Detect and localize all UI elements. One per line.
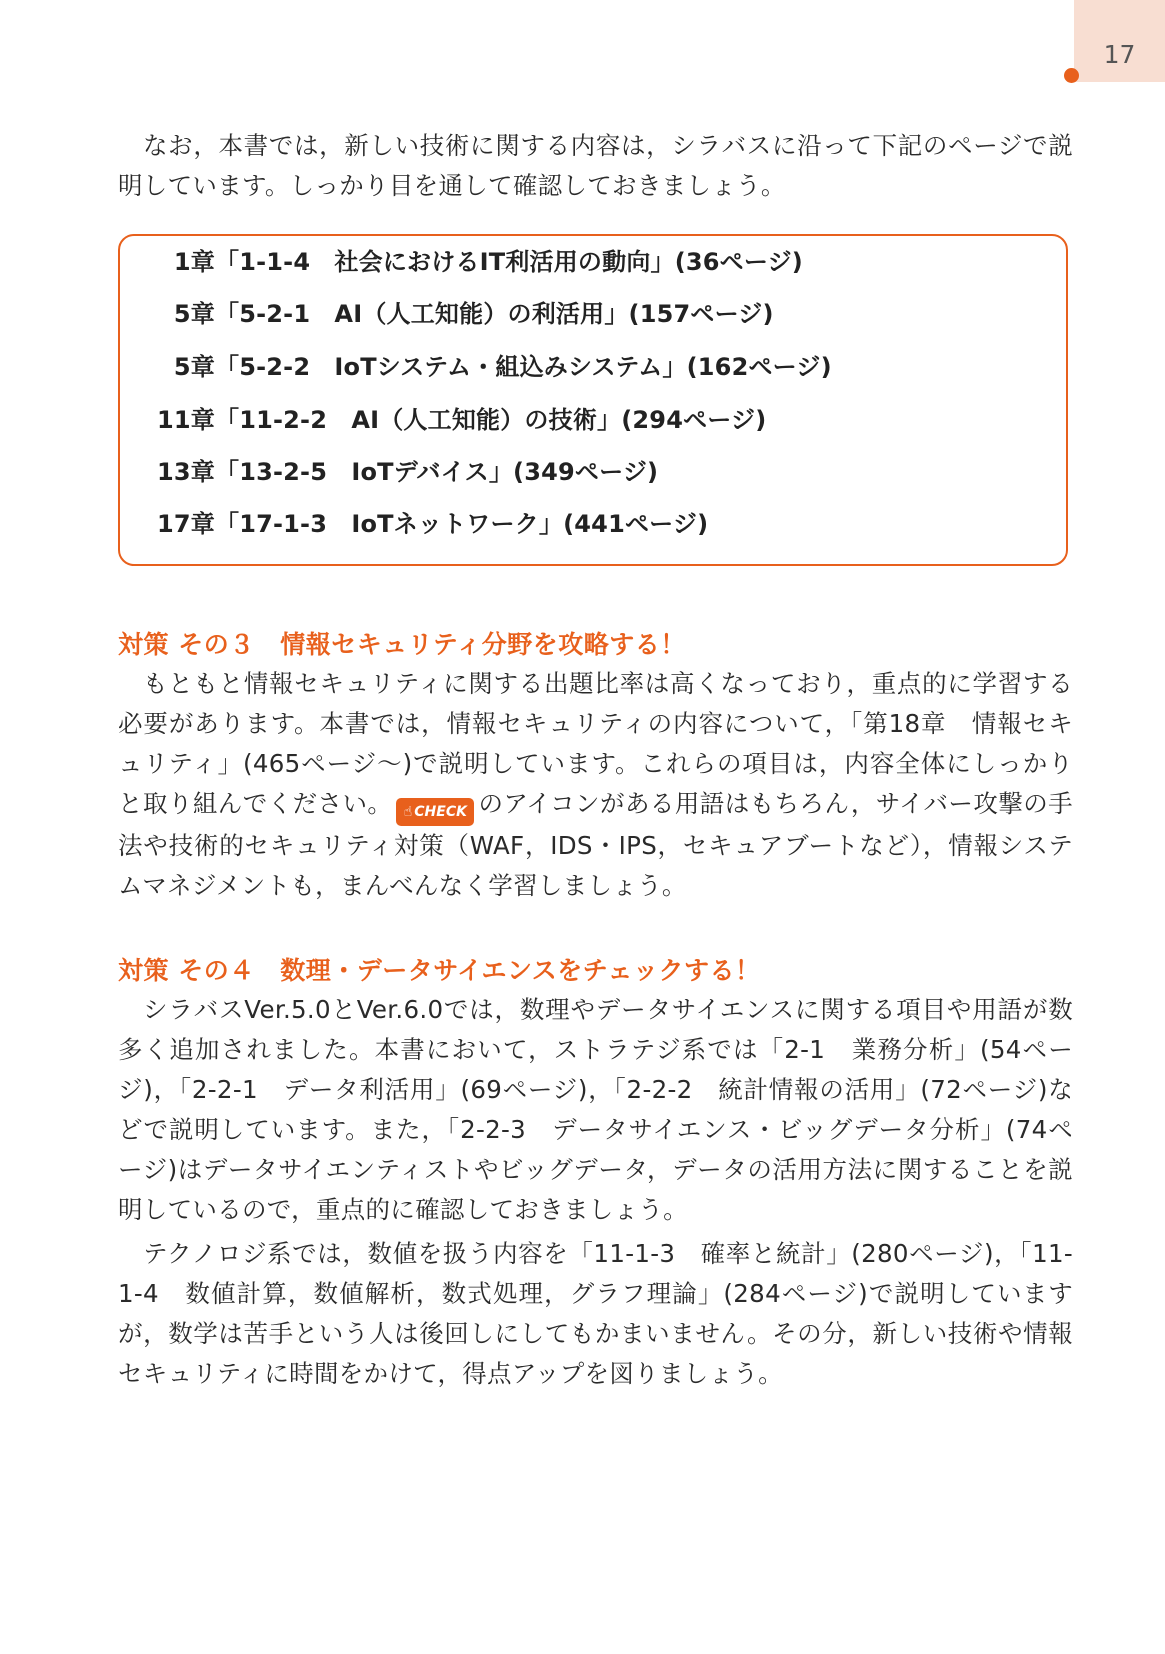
section-data-science-paragraph-2: テクノロジ系では，数値を扱う内容を「11-1-3 確率と統計」(280ページ)，「11-1-4 数値計算，数値解析，数式処理，グラフ理論」(284ページ)で説明していますが，数学は苦手という人は後回しにしてもかまいません。その分，新しい技術や情報セキュリティに時間をかけて，得点アップを図りましょう。 [118, 1239, 1073, 1388]
section-data-science-paragraph-1: シラバスVer.5.0とVer.6.0では，数理やデータサイエンスに関する項目や用語が数多く追加されました。本書において，ストラテジ系では「2-1 業務分析」(54ページ)，「2-2-1 データ利活用」(69ページ)，「2-2-2 統計情報の活用」(72ページ)などで説明しています。また，「2-2-3 データサイエンス・ビッグデータ分析」(74ページ)はデータサイエンティストやビッグデータ，データの活用方法に関することを説明しているので，重点的に確認しておきましょう。 [118, 995, 1073, 1224]
reference-box [118, 234, 1068, 566]
reference-title: 「5-2-2 IoTシステム・組込みシステム」(162ページ) [215, 353, 832, 381]
section-security-text-1: もともと情報セキュリティに関する出題比率は高くなっており，重点的に学習する必要があります。本書では，情報セキュリティの内容について，「第18章 情報セキュリティ」(465ページ～)で説明しています。これらの項目は，内容全体にしっかりと取り組んでください。 [118, 669, 1073, 818]
reference-chapter: 5章 [173, 300, 215, 328]
check-icon: ☝ CHECK [396, 798, 474, 826]
reference-item [120, 504, 708, 539]
reference-chapter: 13章 [157, 458, 215, 486]
section-heading-security: 対策 その３ 情報セキュリティ分野を攻略する！ [118, 630, 686, 659]
section-security-text-2: のアイコンがある用語はもちろん，サイバー攻撃の手法や技術的セキュリティ対策（WAF，IDS・IPS，セキュアブートなど），情報システムマネジメントも，まんべんなく学習しましょう。 [118, 789, 1073, 900]
reference-title: 「11-2-2 AI（人工知能）の技術」(294ページ) [215, 406, 767, 434]
page-number: 17 [1103, 40, 1136, 69]
section-heading-data-science: 対策 その４ 数理・データサイエンスをチェックする！ [118, 956, 761, 985]
reference-title: 「17-1-3 IoTネットワーク」(441ページ) [215, 510, 709, 538]
reference-chapter: 5章 [173, 353, 215, 381]
reference-item [120, 347, 832, 382]
section-security-paragraph [118, 664, 1073, 906]
reference-item [120, 294, 774, 329]
reference-title: 「13-2-5 IoTデバイス」(349ページ) [215, 458, 659, 486]
intro-paragraph: なお，本書では，新しい技術に関する内容は，シラバスに沿って下記のページで説明しています。しっかり目を通して確認しておきましょう。 [118, 131, 1073, 200]
reference-chapter: 17章 [157, 510, 215, 538]
page-marker-dot [1064, 68, 1079, 83]
reference-title: 「5-2-1 AI（人工知能）の利活用」(157ページ) [215, 300, 774, 328]
reference-chapter: 1章 [173, 248, 215, 276]
reference-chapter: 11章 [157, 406, 215, 434]
reference-item [120, 400, 766, 435]
reference-item [120, 242, 803, 277]
reference-title: 「1-1-4 社会におけるIT利活用の動向」(36ページ) [215, 248, 803, 276]
reference-item [120, 452, 658, 487]
